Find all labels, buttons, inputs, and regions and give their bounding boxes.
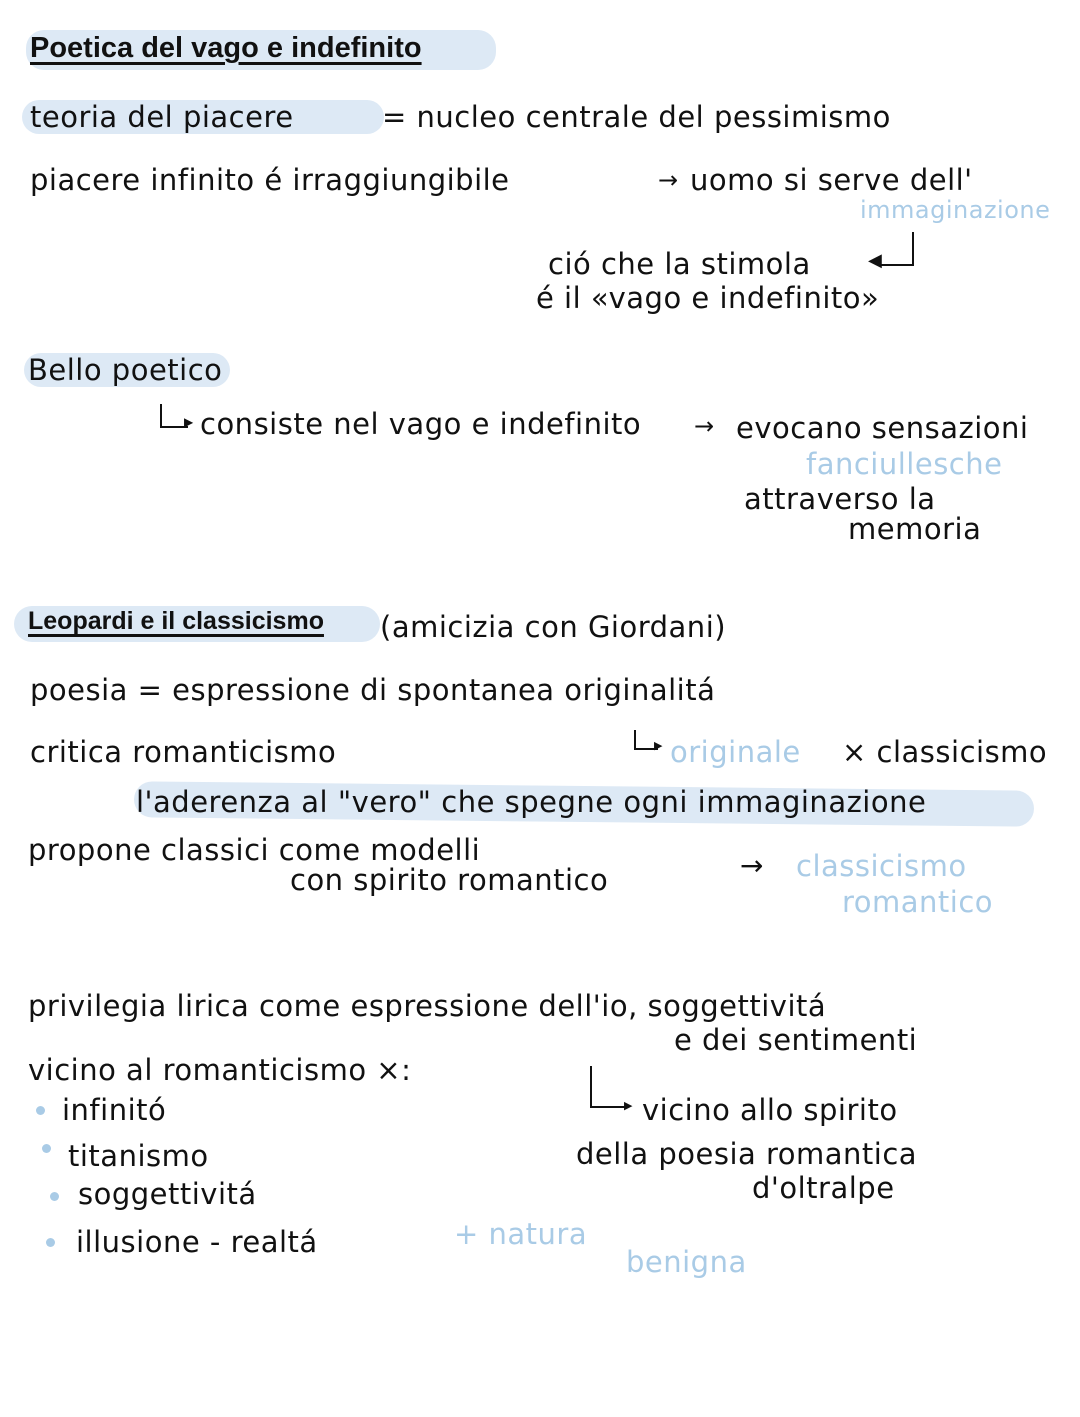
- originale-note: originale: [670, 735, 801, 769]
- return-arrow-icon: [878, 232, 914, 266]
- piacere-line: piacere infinito é irraggiungibile: [30, 163, 510, 197]
- branch-arrow-icon: [590, 1066, 628, 1108]
- fanciullesche-note: fanciullesche: [806, 447, 1003, 481]
- privilegia-line: privilegia lirica come espressione dell'io, soggettivitá: [28, 989, 827, 1023]
- arrow-right-icon: →: [694, 412, 715, 440]
- section-title-poetica: Poetica del vago e indefinito: [30, 32, 422, 64]
- poesia-line: poesia = espressione di spontanea originalitá: [30, 673, 716, 707]
- oltralpe-line: d'oltralpe: [752, 1171, 895, 1205]
- arrow-head-icon: ▶: [184, 415, 194, 429]
- uomo-line: uomo si serve dell': [690, 163, 973, 197]
- vago-line: é il «vago e indefinito»: [536, 281, 880, 315]
- arrow-head-icon: ▶: [654, 739, 663, 752]
- bullet-item: infinitó: [62, 1093, 167, 1127]
- classicismo-romantico-note-1: classicismo: [796, 849, 967, 883]
- bello-poetico-heading: Bello poetico: [28, 353, 223, 387]
- arrow-head-icon: ▶: [624, 1099, 633, 1112]
- section-title-classicismo: Leopardi e il classicismo: [28, 607, 324, 635]
- cio-line: ció che la stimola: [548, 247, 811, 281]
- propone-line: propone classici come modelli: [28, 833, 481, 867]
- vicino-romanticismo-line: vicino al romanticismo ×:: [28, 1053, 412, 1087]
- bullet-item: soggettivitá: [78, 1177, 257, 1211]
- spirito-line: con spirito romantico: [290, 863, 609, 897]
- classicismo-romantico-note-2: romantico: [842, 885, 994, 919]
- x-classicismo-text: × classicismo: [842, 735, 1048, 769]
- bullet-item: titanismo: [68, 1139, 209, 1173]
- bullet-item: illusione - realtá: [76, 1225, 318, 1259]
- sentimenti-line: e dei sentimenti: [674, 1023, 918, 1057]
- poesia-romantica-line: della poesia romantica: [576, 1137, 918, 1171]
- immaginazione-note: immaginazione: [860, 196, 1051, 224]
- natura-note: + natura: [454, 1217, 588, 1251]
- benigna-note: benigna: [626, 1245, 747, 1279]
- bullet-icon: [50, 1192, 59, 1201]
- consiste-line: consiste nel vago e indefinito: [200, 407, 642, 441]
- evocano-text: evocano sensazioni: [736, 411, 1029, 445]
- teoria-label: teoria del piacere: [30, 100, 294, 134]
- arrow-right-icon: →: [658, 166, 679, 194]
- aderenza-line: l'aderenza al "vero" che spegne ogni immaginazione: [136, 785, 927, 819]
- teoria-definition: = nucleo centrale del pessimismo: [382, 100, 891, 134]
- attraverso-text: attraverso la: [744, 482, 936, 516]
- arrow-left-head-icon: ◀: [868, 250, 882, 271]
- memoria-text: memoria: [848, 512, 982, 546]
- bullet-icon: [36, 1106, 45, 1115]
- vicino-spirito-line: vicino allo spirito: [642, 1093, 898, 1127]
- section-subtitle: (amicizia con Giordani): [380, 610, 727, 644]
- bullet-icon: [46, 1238, 55, 1247]
- arrow-right-icon: →: [740, 849, 764, 882]
- bullet-icon: [42, 1144, 51, 1153]
- critica-line: critica romanticismo: [30, 735, 337, 769]
